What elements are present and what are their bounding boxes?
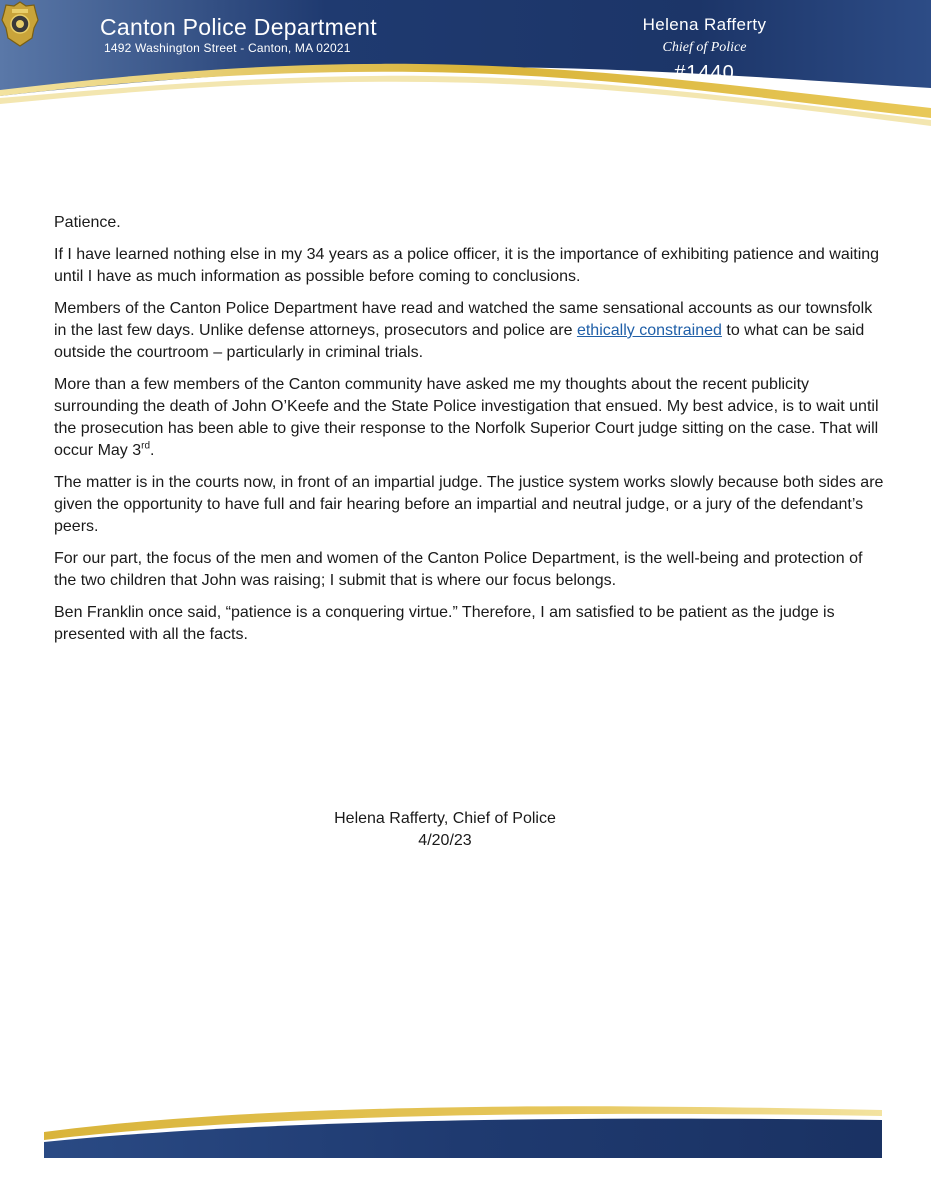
paragraph-3-text: More than a few members of the Canton community have asked me my thoughts about the recent publicity surrounding the death of John O’Keefe and the State Police investigation that ensued. My best advice, is to wait until the prosecution has been able to give their response to the Norfolk Superior Court judge sitting on the case. That will occur May 3	[54, 376, 879, 459]
paragraph-3-end: .	[150, 442, 155, 459]
chief-title: Chief of Police	[662, 40, 747, 55]
department-address: 1492 Washington Street - Canton, MA 02021	[104, 41, 351, 55]
department-name: Canton Police Department	[100, 14, 377, 40]
ethically-constrained-link[interactable]: ethically constrained	[576, 322, 722, 339]
signature-name: Helena Rafferty, Chief of Police	[334, 810, 556, 827]
badge-number: #1440	[674, 62, 735, 84]
signature-block	[300, 808, 590, 852]
ordinal-suffix: rd	[141, 440, 151, 452]
paragraph-1: If I have learned nothing else in my 34 years as a police officer, it is the importance of exhibiting patience and waiting until I have as much information as possible before coming to conclusions.	[54, 246, 880, 285]
police-badge-icon	[0, 0, 40, 48]
salutation: Patience.	[54, 214, 121, 231]
paragraph-2-text-a: Members of the Canton Police Department have read and watched the same sensational accounts as our townsfolk in the last few days. Unlike defense attorneys, prosecutors and police are	[54, 300, 873, 339]
paragraph-4: The matter is in the courts now, in front of an impartial judge. The justice system works slowly because both sides are given the opportunity to have full and fair hearing before an impartial and neutral judge, or a jury of the defendant’s peers.	[54, 474, 884, 535]
paragraph-6: Ben Franklin once said, “patience is a conquering virtue.” Therefore, I am satisfied to be patient as the judge is presented with all the facts.	[54, 604, 835, 643]
paragraph-5: For our part, the focus of the men and women of the Canton Police Department, is the well-being and protection of the two children that John was raising; I submit that is where our focus belongs.	[54, 550, 863, 589]
letter-body	[54, 212, 884, 656]
signature-date: 4/20/23	[418, 832, 472, 849]
paragraph-3	[54, 374, 884, 462]
paragraph-2	[54, 298, 884, 364]
footer-banner	[44, 1098, 882, 1158]
letterhead	[0, 0, 931, 150]
chief-name: Helena Rafferty	[642, 15, 767, 34]
paragraph-2-text-b: to what can be said outside the courtroom – particularly in criminal trials.	[54, 322, 865, 361]
